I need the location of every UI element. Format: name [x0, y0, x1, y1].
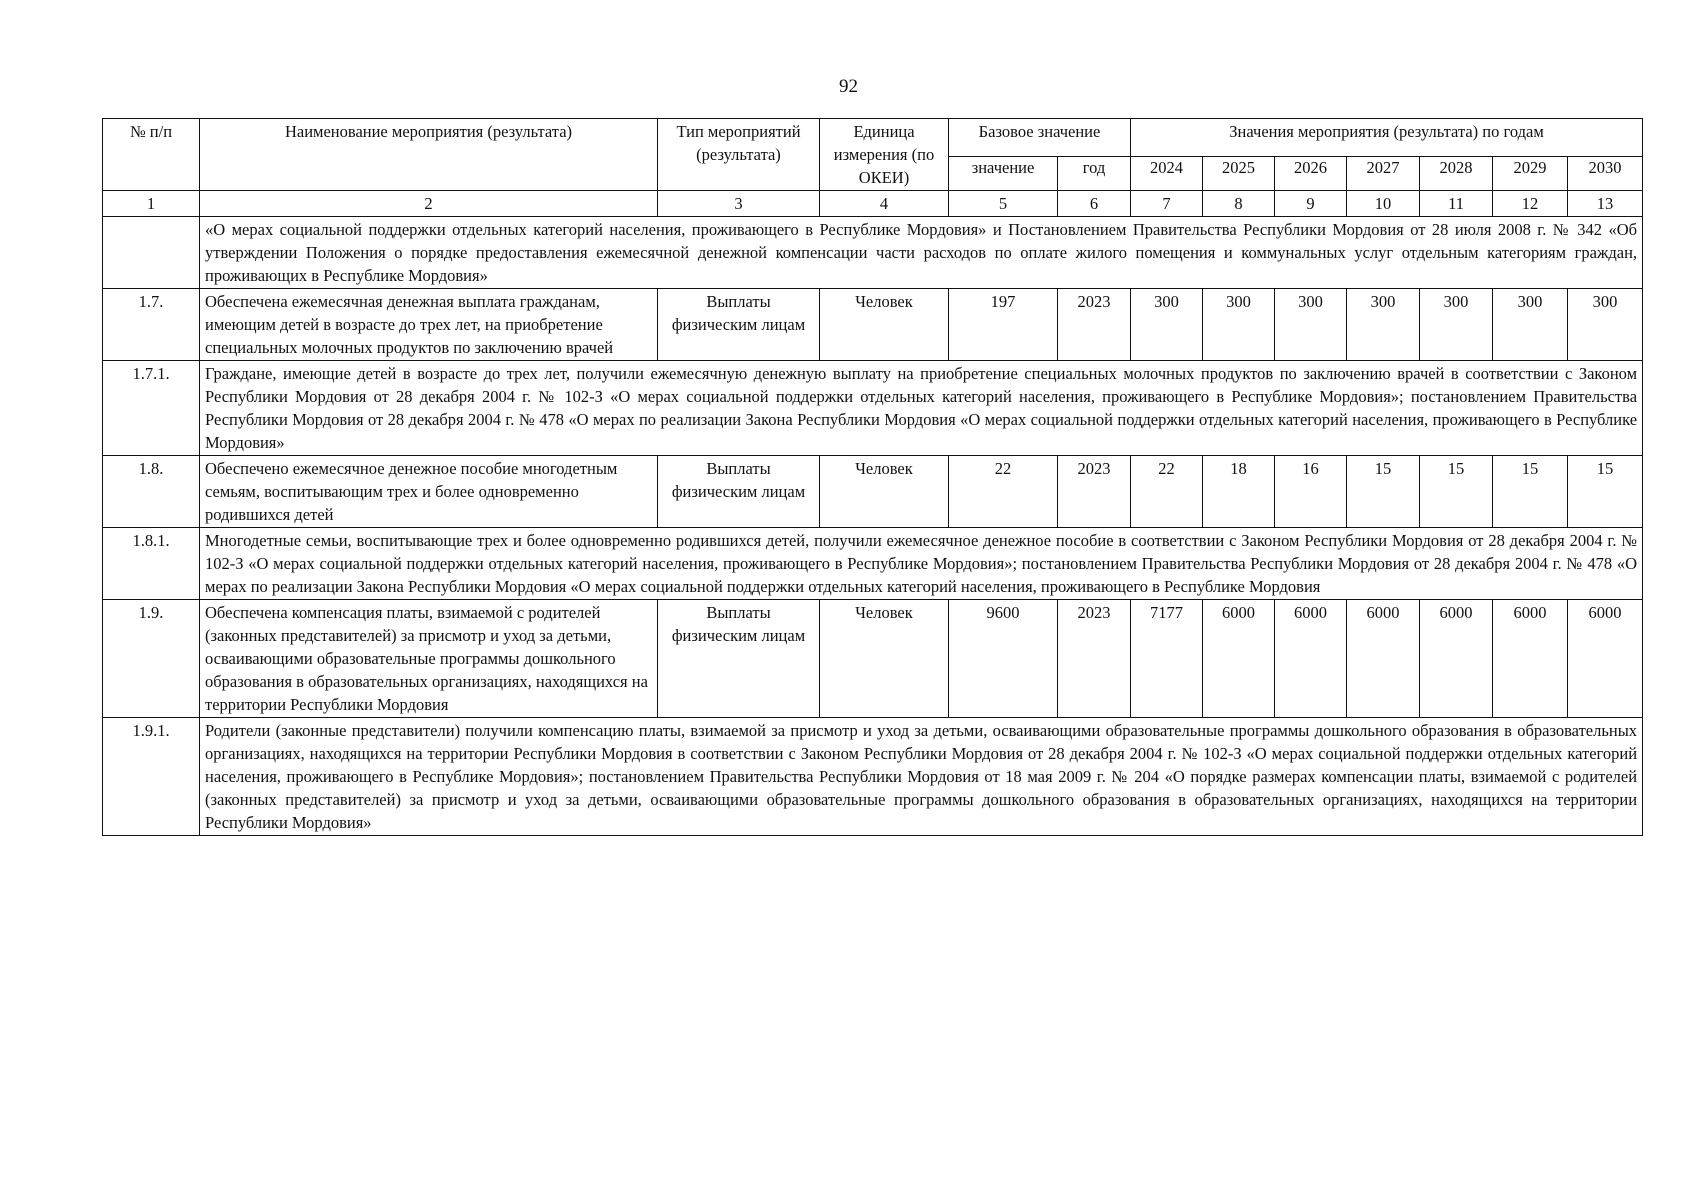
- year-value: 300: [1203, 289, 1275, 361]
- header-unit: Единица измерения (по ОКЕИ): [820, 119, 949, 191]
- year-value: 22: [1131, 456, 1203, 528]
- header-name: Наименование мероприятия (результата): [200, 119, 658, 191]
- header-year: 2030: [1568, 157, 1643, 191]
- header-type: Тип мероприятий (результата): [658, 119, 820, 191]
- table-row-1-8: [103, 456, 1643, 528]
- table-row-1-8-1: [103, 528, 1643, 600]
- base-value: 197: [949, 289, 1058, 361]
- column-number: 9: [1275, 191, 1347, 217]
- result-description: Родители (законные представители) получили компенсацию платы, взимаемой за присмотр и уход за детьми, осваивающими образовательные программы дошкольного образования в образовательных организациях, находящихся на территории Республики Мордовия в соответствии с Законом Республики Мордовия от 28 декабря 2004 г. № 102-З «О мерах социальной поддержки отдельных категорий населения, проживающего в Республике Мордовия»; постановлением Правительства Республики Мордовия от 18 мая 2009 г. № 204 «О порядке размерах компенсации платы, взимаемой с родителей (законных представителей) за присмотр и уход за детьми, осваивающими образовательные программы дошкольного образования в образовательных организациях, находящихся на территории Республики Мордовия»: [200, 718, 1643, 836]
- base-value: 22: [949, 456, 1058, 528]
- base-year: 2023: [1058, 289, 1131, 361]
- year-value: 6000: [1568, 600, 1643, 718]
- measure-name: Обеспечена компенсация платы, взимаемой с родителей (законных представителей) за присмотр и уход за детьми, осваивающими образовательные программы дошкольного образования в образовательных организациях, находящихся на территории Республики Мордовия: [200, 600, 658, 718]
- column-number: 5: [949, 191, 1058, 217]
- row-number: 1.8.1.: [103, 528, 200, 600]
- table-row-1-9: [103, 600, 1643, 718]
- table-row-continuation: [103, 217, 1643, 289]
- year-value: 16: [1275, 456, 1347, 528]
- row-number: 1.7.1.: [103, 361, 200, 456]
- header-year: 2025: [1203, 157, 1275, 191]
- measure-unit: Человек: [820, 289, 949, 361]
- year-value: 6000: [1347, 600, 1420, 718]
- year-value: 6000: [1275, 600, 1347, 718]
- header-year: 2026: [1275, 157, 1347, 191]
- measure-name: Обеспечено ежемесячное денежное пособие многодетным семьям, воспитывающим трех и более одновременно родившихся детей: [200, 456, 658, 528]
- year-value: 300: [1420, 289, 1493, 361]
- table-header: [103, 119, 1643, 191]
- header-base-year: год: [1058, 157, 1131, 191]
- table-row-1-7-1: [103, 361, 1643, 456]
- column-number: 6: [1058, 191, 1131, 217]
- column-number: 4: [820, 191, 949, 217]
- table-row-1-7: [103, 289, 1643, 361]
- column-number: 12: [1493, 191, 1568, 217]
- measures-table: [102, 118, 1643, 836]
- base-year: 2023: [1058, 456, 1131, 528]
- year-value: 300: [1275, 289, 1347, 361]
- row-number: 1.8.: [103, 456, 200, 528]
- row-number: [103, 217, 200, 289]
- header-year: 2029: [1493, 157, 1568, 191]
- base-value: 9600: [949, 600, 1058, 718]
- row-number: 1.9.: [103, 600, 200, 718]
- column-numbers-row: [103, 191, 1643, 217]
- table-row-1-9-1: [103, 718, 1643, 836]
- page-number: 92: [839, 76, 858, 97]
- measure-unit: Человек: [820, 456, 949, 528]
- year-value: 6000: [1493, 600, 1568, 718]
- column-number: 1: [103, 191, 200, 217]
- continuation-text: «О мерах социальной поддержки отдельных категорий населения, проживающего в Республике Мордовия» и Постановлением Правительства Республики Мордовия от 28 июля 2008 г. № 342 «Об утверждении Положения о порядке предоставления ежемесячной денежной компенсации части расходов по оплате жилого помещения и коммунальных услуг отдельным категориям граждан, проживающих в Республике Мордовия»: [200, 217, 1643, 289]
- measure-type: Выплаты физическим лицам: [658, 600, 820, 718]
- year-value: 18: [1203, 456, 1275, 528]
- result-description: Граждане, имеющие детей в возрасте до трех лет, получили ежемесячную денежную выплату на приобретение специальных молочных продуктов по заключению врачей в соответствии с Законом Республики Мордовия от 28 декабря 2004 г. № 102-З «О мерах социальной поддержки отдельных категорий населения, проживающего в Республике Мордовия»; постановлением Правительства Республики Мордовия от 28 декабря 2004 г. № 478 «О мерах по реализации Закона Республики Мордовия «О мерах социальной поддержки отдельных категорий населения, проживающего в Республике Мордовия»: [200, 361, 1643, 456]
- year-value: 300: [1493, 289, 1568, 361]
- column-number: 11: [1420, 191, 1493, 217]
- year-value: 300: [1347, 289, 1420, 361]
- column-number: 13: [1568, 191, 1643, 217]
- header-base: Базовое значение: [949, 119, 1131, 157]
- header-base-value: значение: [949, 157, 1058, 191]
- year-value: 300: [1568, 289, 1643, 361]
- year-value: 300: [1131, 289, 1203, 361]
- year-value: 15: [1347, 456, 1420, 528]
- header-values-by-year: Значения мероприятия (результата) по годам: [1131, 119, 1643, 157]
- measure-name: Обеспечена ежемесячная денежная выплата гражданам, имеющим детей в возрасте до трех лет, на приобретение специальных молочных продуктов по заключению врачей: [200, 289, 658, 361]
- row-number: 1.7.: [103, 289, 200, 361]
- year-value: 15: [1493, 456, 1568, 528]
- header-year: 2024: [1131, 157, 1203, 191]
- measure-unit: Человек: [820, 600, 949, 718]
- year-value: 6000: [1420, 600, 1493, 718]
- header-year: 2027: [1347, 157, 1420, 191]
- column-number: 7: [1131, 191, 1203, 217]
- row-number: 1.9.1.: [103, 718, 200, 836]
- year-value: 7177: [1131, 600, 1203, 718]
- column-number: 8: [1203, 191, 1275, 217]
- measure-type: Выплаты физическим лицам: [658, 289, 820, 361]
- year-value: 6000: [1203, 600, 1275, 718]
- column-number: 3: [658, 191, 820, 217]
- header-no: № п/п: [103, 119, 200, 191]
- base-year: 2023: [1058, 600, 1131, 718]
- measure-type: Выплаты физическим лицам: [658, 456, 820, 528]
- year-value: 15: [1420, 456, 1493, 528]
- result-description: Многодетные семьи, воспитывающие трех и более одновременно родившихся детей, получили ежемесячное денежное пособие в соответствии с Законом Республики Мордовия от 28 декабря 2004 г. № 102-З «О мерах социальной поддержки отдельных категорий населения, проживающего в Республике Мордовия»; постановлением Правительства Республики Мордовия от 28 декабря 2004 г. № 478 «О мерах по реализации Закона Республики Мордовия «О мерах социальной поддержки отдельных категорий населения, проживающего в Республике Мордовия: [200, 528, 1643, 600]
- column-number: 10: [1347, 191, 1420, 217]
- column-number: 2: [200, 191, 658, 217]
- header-year: 2028: [1420, 157, 1493, 191]
- year-value: 15: [1568, 456, 1643, 528]
